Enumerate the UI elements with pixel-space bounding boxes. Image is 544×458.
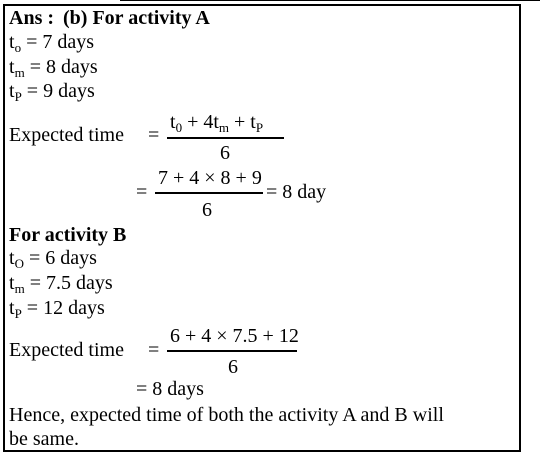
calc-denominator-b: 6 <box>228 356 238 378</box>
fraction-bar-formula <box>167 137 284 139</box>
answer-heading <box>9 7 210 29</box>
result-b: = 8 days <box>136 378 204 400</box>
activity-b-tm: $t_m = 7.5$ days <box>9 272 113 296</box>
formula-denominator: 6 <box>220 142 230 164</box>
top-rule <box>120 0 540 1</box>
expected-time-label-a: Expected time <box>9 124 124 146</box>
conclusion-line-1: Hence, expected time of both the activity A and B will <box>9 404 444 426</box>
activity-a-tm: $t_m = 8$ days <box>9 56 98 80</box>
equals-sign-b: = <box>148 339 160 361</box>
equals-sign-calc-a: = <box>136 181 148 203</box>
conclusion-line-2: be same. <box>9 428 79 450</box>
ans-label: Ans : <box>9 7 60 29</box>
activity-b-heading: For activity B <box>9 224 127 246</box>
activity-b-to: $t_O = 6$ days <box>9 247 97 271</box>
calc-result-a: = 8 day <box>266 181 327 203</box>
part-label: (b) For activity A <box>63 7 210 29</box>
activity-b-tp: $t_P = 12$ days <box>9 297 105 321</box>
equals-sign-a: = <box>148 124 160 146</box>
formula-numerator: $t_0 + 4t_m + t_P$ <box>170 111 264 135</box>
expected-time-label-b: Expected time <box>9 339 124 361</box>
fraction-bar-calc-a <box>155 192 263 194</box>
calc-numerator-a: 7 + 4 × 8 + 9 <box>158 167 262 189</box>
fraction-bar-calc-b <box>167 350 297 352</box>
activity-a-tp: $t_P = 9$ days <box>9 80 95 104</box>
calc-denominator-a: 6 <box>202 199 212 221</box>
calc-numerator-b: 6 + 4 × 7.5 + 12 <box>170 325 299 347</box>
activity-a-to: $t_o = 7$ days <box>9 31 95 55</box>
